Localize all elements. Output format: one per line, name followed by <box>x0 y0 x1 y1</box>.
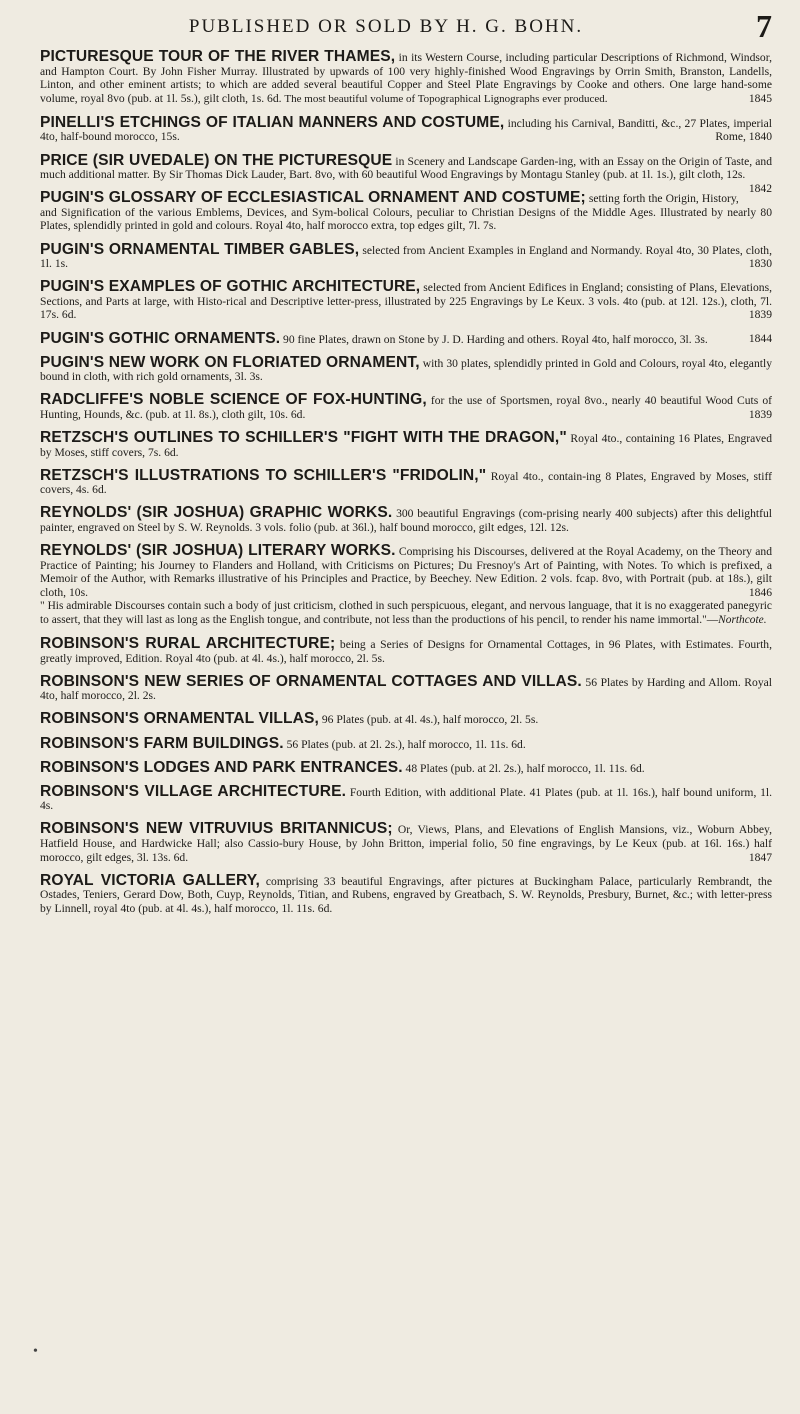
entry-body: selected from Ancient Edifices in England; consisting of Plans, Elevations, Sections, and Parts at large, with Histo-rical and Descriptive letter-press, illustrated by 225 Engravings by Le Keux. 3 vols. 4to (pub. at 12l. 12s.), cloth, 7l. 17s. 6d. <box>40 281 772 322</box>
entry-title: ROYAL VICTORIA GALLERY, <box>40 871 260 889</box>
page-number: 7 <box>756 8 772 44</box>
entry-body: Or, Views, Plans, and Elevations of English Mansions, viz., Woburn Abbey, Hatfield House, and Hardwicke Hall; also Cassio-bury House, by John Britton, imperial folio, 50 fine engravings, by Le Keux (pub. at 16l. 16s.) half morocco, gilt edges, 3l. 13s. 6d. <box>40 823 772 864</box>
entry-title: ROBINSON'S LODGES AND PARK ENTRANCES. <box>40 758 403 776</box>
catalogue-entry <box>40 871 772 916</box>
entry-body: Royal 4to., contain-ing 8 Plates, Engraved by Moses, stiff covers, 4s. 6d. <box>40 469 772 497</box>
entry-title: ROBINSON'S NEW SERIES OF ORNAMENTAL COTTAGES AND VILLAS. <box>40 672 582 690</box>
entry-date: 1839 <box>748 308 772 322</box>
entry-date: 1845 <box>748 91 772 105</box>
entry-date: 1847 <box>748 850 772 864</box>
entry-date: Rome, 1840 <box>715 130 772 144</box>
entry-date: 1830 <box>748 257 772 271</box>
entry-title: RETZSCH'S ILLUSTRATIONS TO SCHILLER'S "FRIDOLIN," <box>40 466 487 484</box>
entry-title: PUGIN'S NEW WORK ON FLORIATED ORNAMENT, <box>40 353 420 371</box>
entry-body: with 30 plates, splendidly printed in Gold and Colours, royal 4to, elegantly bound in cloth, with rich gold ornaments, 3l. 3s. <box>40 356 772 384</box>
entry-title: REYNOLDS' (SIR JOSHUA) LITERARY WORKS. <box>40 542 396 560</box>
entry-body: 56 Plates (pub. at 2l. 2s.), half morocco, 1l. 11s. 6d. <box>286 737 526 751</box>
catalogue-entry <box>40 151 772 195</box>
catalogue-entry <box>40 353 772 384</box>
entry-title: REYNOLDS' (SIR JOSHUA) GRAPHIC WORKS. <box>40 504 393 522</box>
catalogue-entry <box>40 672 772 703</box>
catalogue-entry <box>40 466 772 497</box>
catalogue-entry <box>40 280 772 322</box>
entry-date: 1839 <box>748 407 772 421</box>
entry-title: PUGIN'S EXAMPLES OF GOTHIC ARCHITECTURE, <box>40 278 421 296</box>
catalogue-entry <box>40 50 772 106</box>
entry-title: ROBINSON'S RURAL ARCHITECTURE; <box>40 635 336 653</box>
catalogue-entries <box>40 50 772 916</box>
catalogue-entry <box>40 544 772 628</box>
entry-date: 1844 <box>748 331 772 345</box>
entry-body: Comprising his Discourses, delivered at the Royal Academy, on the Theory and Practice of Painting; his Journey to Flanders and Holland, with Criticisms on Pictures; Du Fresnoy's Art of Painting, with Notes. To which is prefixed, a Memoir of the Author, with Remarks illustrative of his Principles and Practice, by Beechey. New Edition. 2 vols. fcap. 8vo, with Portrait (pub. at 18s.), gilt cloth, 10s. <box>40 545 772 599</box>
catalogue-entry <box>40 506 772 534</box>
entry-title: ROBINSON'S VILLAGE ARCHITECTURE. <box>40 782 347 800</box>
entry-body: 56 Plates by Harding and Allom. Royal 4to, half morocco, 2l. 2s. <box>40 675 772 703</box>
catalogue-entry <box>40 191 772 233</box>
entry-body: Royal 4to., containing 16 Plates, Engraved by Moses, stiff covers, 7s. 6d. <box>40 431 773 459</box>
catalogue-entry <box>40 393 772 421</box>
entry-body: 96 Plates (pub. at 4l. 4s.), half morocco, 2l. 5s. <box>321 713 539 727</box>
catalogue-entry <box>40 782 773 813</box>
quote-source: Northcote. <box>718 614 767 626</box>
entry-body: setting forth the Origin, History, and Signification of the various Emblems, Devices, and Sym-bolical Colours, peculiar to Christian Designs of the Middle Ages. Illustrated by nearly 80 Plates, splendidly printed in gold and colours. Royal 4to, half morocco extra, top edges gilt, 7l. 7s. <box>40 192 772 233</box>
entry-title: PICTURESQUE TOUR OF THE RIVER THAMES, <box>40 48 396 65</box>
entry-body: 300 beautiful Engravings (com-prising nearly 400 subjects) after this delightful painter, engraved on Steel by S. W. Reynolds. 3 vols. folio (pub. at 36l.), half bound morocco, gilt edges, 12l. 12s. <box>40 507 772 534</box>
entry-date: 1846 <box>748 585 772 599</box>
catalogue-entry <box>40 712 772 727</box>
entry-body: 90 fine Plates, drawn on Stone by J. D. Harding and others. Royal 4to, half morocco, 3l. 3s. <box>283 332 708 346</box>
entry-title: PINELLI'S ETCHINGS OF ITALIAN MANNERS AND COSTUME, <box>40 113 505 131</box>
catalogue-entry <box>40 734 772 752</box>
entry-title: ROBINSON'S ORNAMENTAL VILLAS, <box>40 710 319 728</box>
entry-title: RETZSCH'S OUTLINES TO SCHILLER'S "FIGHT WITH THE DRAGON," <box>40 428 567 446</box>
catalogue-entry <box>40 758 772 776</box>
entry-title: RADCLIFFE'S NOBLE SCIENCE OF FOX-HUNTING, <box>40 391 427 409</box>
entry-title: ROBINSON'S NEW VITRUVIUS BRITANNICUS; <box>40 820 393 838</box>
quote-text: " His admirable Discourses contain such a body of just criticism, clothed in such perspicuous, elegant, and nervous language, that it is no exaggerated panegyric to assert, that they will last as long as the English tongue, and contribute, not less than the productions of his pencil, to render his name immortal." <box>40 600 772 626</box>
entry-body: in Scenery and Landscape Garden-ing, with an Essay on the Origin of Taste, and much additional matter. By Sir Thomas Dick Lauder, Bart. 8vo, with 60 beautiful Wood Engravings by Montagu Stanley (pub. at 1l. 1s.), gilt cloth, 12s. <box>40 154 772 182</box>
bullet-dot-icon: • <box>33 1344 38 1359</box>
entry-body: being a Series of Designs for Ornamental Cottages, in 96 Plates, with Estimates. Fourth, greatly improved, Edition. Royal 4to (pub. at 4l. 4s.), half morocco, 2l. 5s. <box>40 638 772 665</box>
page-header <box>40 4 772 50</box>
entry-title: PUGIN'S GOTHIC ORNAMENTS. <box>40 329 281 347</box>
entry-body: Fourth Edition, with additional Plate. 41 Plates (pub. at 1l. 16s.), half bound uniform, 1l. 4s. <box>40 785 773 813</box>
entry-title: PUGIN'S ORNAMENTAL TIMBER GABLES, <box>40 240 360 258</box>
catalogue-entry <box>40 428 773 459</box>
catalogue-entry <box>40 240 772 271</box>
entry-body: including his Carnival, Banditti, &c., 27 Plates, imperial 4to, half-bound morocco, 15s. <box>40 116 773 144</box>
entry-body: comprising 33 beautiful Engravings, after pictures at Buckingham Palace, particularly Rembrandt, the Ostades, Teniers, Gerard Dow, Both, Cuyp, Reynolds, Titian, and Rubens, engraved by Greatbach, S. W. Reynolds, Presbury, Burnet, &c.; with letter-press by Linnell, royal 4to (pub. at 4l. 4s.), half morocco, 1l. 11s. 6d. <box>40 874 772 915</box>
entry-body: 48 Plates (pub. at 2l. 2s.), half morocco, 1l. 11s. 6d. <box>405 761 645 775</box>
entry-body: for the use of Sportsmen, royal 8vo., nearly 40 beautiful Wood Cuts of Hunting, Hounds, &c. (pub. at 1l. 8s.), cloth gilt, 10s. 6d. <box>40 394 772 421</box>
entry-title: ROBINSON'S FARM BUILDINGS. <box>40 734 284 752</box>
entry-title: PUGIN'S GLOSSARY OF ECCLESIASTICAL ORNAMENT AND COSTUME; <box>40 189 586 207</box>
entry-date: 1842 <box>748 181 772 195</box>
catalogue-entry <box>40 113 773 144</box>
entry-quote: " His admirable Discourses contain such a body of just criticism, clothed in such perspicuous, elegant, and nervous language, that it is no exaggerated panegyric to assert, that they will last as long as the English tongue, and contribute, not less than the productions of his pencil, to render his name immortal."—Northcote. <box>40 600 772 626</box>
catalogue-entry <box>40 637 772 665</box>
catalogue-entry <box>40 822 772 864</box>
entry-body: selected from Ancient Examples in England and Normandy. Royal 4to, 30 Plates, cloth, 1l. 1s. <box>40 243 772 271</box>
catalogue-entry <box>40 329 772 347</box>
entry-body: in its Western Course, including particular Descriptions of Richmond, Windsor, and Hampton Court. By John Fisher Murray. Illustrated by upwards of 100 very highly-finished Wood Engravings by Orrin Smith, Branston, Landells, Linton, and other eminent artists; to which are added several beautiful Copper and Steel Plate Engravings by Cooke and others. One large hand-some volume, royal 8vo (pub. at 1l. 5s.), gilt cloth, 1s. 6d. <box>40 51 772 105</box>
entry-note: The most beautiful volume of Topographical Lignographs ever produced. <box>284 92 608 105</box>
running-head: PUBLISHED OR SOLD BY H. G. BOHN. <box>188 16 584 37</box>
entry-title: PRICE (SIR UVEDALE) ON THE PICTURESQUE <box>40 151 393 169</box>
